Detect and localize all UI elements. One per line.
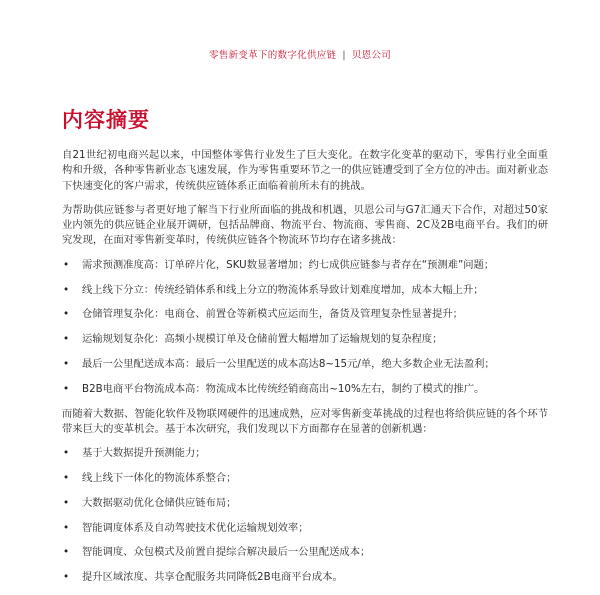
section-title: 内容摘要 (62, 108, 150, 132)
list-item: • B2B电商平台物流成本高：物流成本比传统经销商高出~10%左右，制约了模式的推广。 (62, 382, 548, 397)
research-paragraph: 为帮助供应链参与者更好地了解当下行业所面临的挑战和机遇，贝恩公司与G7汇通天下合作，对超过50家业内领先的供应链企业展开调研，包括品牌商、物流平台、物流商、零售商、2C及2B电商平台。我们的研究发现，在面对零售新变革时，传统供应链各个物流环节均存在诸多挑战： (62, 203, 548, 247)
summary-body (62, 148, 548, 595)
list-item: • 仓储管理复杂化：电商仓、前置仓等新模式应运而生，备货及管理复杂性显著提升； (62, 307, 548, 322)
list-item: • 提升区域浓度、共享仓配服务共同降低2B电商平台成本。 (62, 570, 548, 585)
company-name: 贝恩公司 (351, 50, 392, 61)
list-item: • 智能调度、众包模式及前置自提综合解决最后一公里配送成本； (62, 545, 548, 560)
intro-paragraph: 自21世纪初电商兴起以来，中国整体零售行业发生了巨大变化。在数字化变革的驱动下，零售行业全面重构和升级，各种零售新业态飞速发展，作为零售重要环节之一的供应链遭受到了全方位的冲击。面对新业态下快速变化的客户需求，传统供应链体系正面临着前所未有的挑战。 (62, 149, 548, 192)
list-item: • 基于大数据提升预测能力； (62, 446, 548, 461)
list-item: • 线上线下分立：传统经销体系和线上分立的物流体系导致计划难度增加，成本大幅上升； (62, 283, 548, 298)
list-item: • 线上线下一体化的物流体系整合； (62, 471, 548, 486)
opportunity-paragraph: 而随着大数据、智能化软件及物联网硬件的迅速成熟，应对零售新变革挑战的过程也将给供应链的各个环节带来巨大的变革机会。基于本次研究，我们发现以下方面都存在显著的创新机遇： (62, 407, 548, 435)
challenges-list (62, 258, 548, 397)
report-title: 零售新变革下的数字化供应链 (208, 50, 337, 61)
header-separator: | (342, 50, 346, 61)
list-item: • 最后一公里配送成本高：最后一公里配送的成本高达8~15元/单，绝大多数企业无法盈利； (62, 357, 548, 372)
list-item: • 运输规划复杂化：高频小规模订单及仓储前置大幅增加了运输规划的复杂程度； (62, 332, 548, 347)
list-item: • 需求预测准度高：订单碎片化，SKU数显著增加；约七成供应链参与者存在“预测难”问题； (62, 258, 548, 273)
list-item: • 大数据驱动优化仓储供应链布局； (62, 496, 548, 511)
opportunities-list (62, 446, 548, 585)
list-item: • 智能调度体系及自动驾驶技术优化运输规划效率； (62, 521, 548, 536)
running-header (0, 47, 600, 61)
